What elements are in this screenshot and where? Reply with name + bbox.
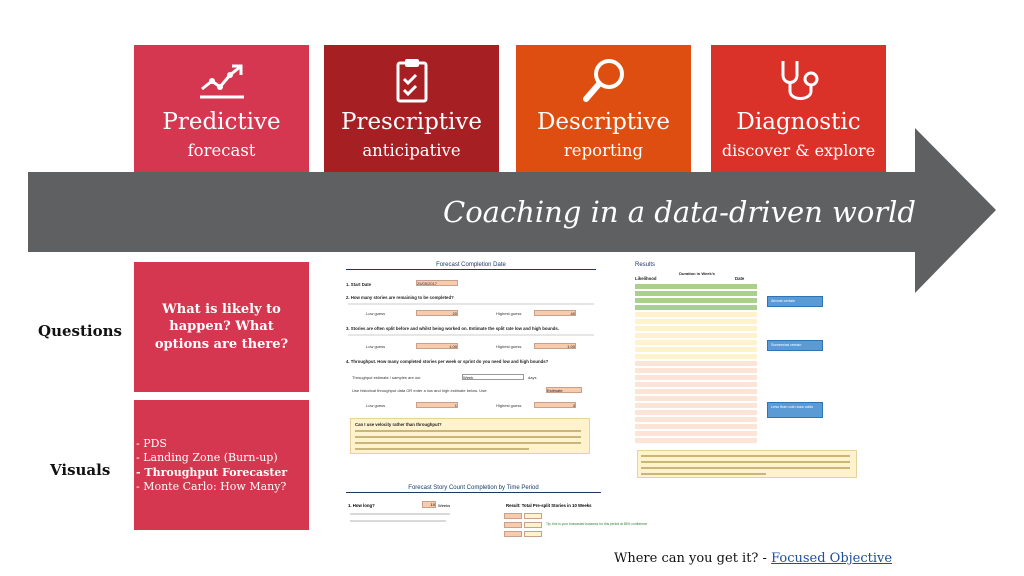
results-row: [635, 403, 757, 409]
estimate-mode: Estimate: [546, 387, 582, 393]
visual-item: - Throughput Forecaster: [136, 465, 288, 479]
results-row: [635, 424, 757, 430]
story-count-screenshot: [346, 485, 648, 545]
throughput-mode[interactable]: Week: [462, 374, 524, 380]
historical-label: Use historical throughput data OR enter a low and high estimate below. Use:: [352, 388, 488, 393]
highest-guess-label: Highest guess: [496, 403, 522, 408]
how-long-value: 10: [422, 501, 436, 508]
results-row: [635, 333, 757, 339]
footer-prefix: Where can you get it? -: [614, 551, 772, 566]
results-row: [635, 410, 757, 416]
results-row: [635, 431, 757, 437]
tile-subtitle: reporting: [563, 141, 644, 160]
result-label: Result: Total Pre-split Stories in 10 Weeks: [506, 503, 592, 508]
results-row: [635, 368, 757, 374]
focused-objective-link[interactable]: Focused Objective: [771, 551, 893, 566]
step-2: 2. How many stories are remaining to be completed?: [346, 295, 454, 300]
throughput-high-value: 3: [534, 402, 576, 408]
tile-subtitle: discover & explore: [721, 141, 876, 160]
results-row: [635, 354, 757, 360]
results-title: Results: [635, 262, 656, 268]
results-note: [637, 450, 857, 478]
visuals-box: [134, 400, 309, 530]
results-row: [635, 305, 757, 311]
visuals-label: Visuals: [50, 461, 111, 479]
low-guess-label: Low guess: [366, 344, 386, 349]
results-row: [635, 319, 757, 325]
callout-coin-toss: Less than coin-toss odds: [767, 402, 823, 418]
tile-title: Predictive: [162, 109, 281, 135]
results-row: [635, 382, 757, 388]
throughput-low-value: 1: [416, 402, 458, 408]
forecast-title: Forecast Completion Date: [346, 262, 596, 270]
throughput-label: Throughput estimate / samples are our: [352, 375, 421, 380]
results-row: [635, 326, 757, 332]
forecast-spreadsheet-screenshot: [346, 262, 596, 460]
col-duration: Duration in Week's: [679, 271, 715, 276]
results-row: [635, 291, 757, 297]
visual-item: - Monte Carlo: How Many?: [136, 479, 287, 493]
step-3: 3. Stories are often split before and whilst being worked on. Estimate the split rate low and high bounds.: [346, 326, 559, 331]
tile-title: Diagnostic: [736, 109, 861, 135]
low-guess-value: 20: [416, 310, 458, 316]
velocity-note-title: Can I use velocity rather than throughput?: [355, 422, 442, 427]
results-row: [635, 347, 757, 353]
questions-box: [134, 262, 309, 392]
results-screenshot: [635, 262, 860, 484]
confidence-note: Tip: this is your forecasted business for this period at 85% confidence: [546, 522, 648, 526]
low-guess-label: Low guess: [366, 403, 386, 408]
col-date: Date: [735, 276, 745, 281]
results-row: [635, 298, 757, 304]
footer: [614, 551, 892, 566]
split-high-value: 1.00: [534, 343, 576, 349]
tile-subtitle: forecast: [187, 141, 256, 160]
banner-text: Coaching in a data-driven world: [443, 195, 916, 229]
callout-somewhat-certain: Somewhat certain: [767, 340, 823, 351]
results-row: [635, 389, 757, 395]
highest-guess-label: Highest guess: [496, 311, 522, 316]
story-count-title: Forecast Story Count Completion by Time Period: [346, 485, 601, 493]
throughput-unit: days: [528, 375, 537, 380]
highest-guess-value: 40: [534, 310, 576, 316]
results-row: [635, 438, 757, 444]
velocity-note: [350, 418, 590, 454]
low-guess-label: Low guess: [366, 311, 386, 316]
questions-label: Questions: [38, 322, 122, 340]
visual-item: - Landing Zone (Burn-up): [136, 451, 278, 465]
col-likelihood: Likelihood: [635, 276, 657, 281]
results-row: [635, 284, 757, 290]
results-row: [635, 396, 757, 402]
start-date-label: 1. Start Date: [346, 282, 372, 287]
results-row: [635, 417, 757, 423]
visual-item: - PDS: [136, 437, 167, 450]
questions-text: What is likely to happen? What options are there?: [154, 301, 289, 352]
split-low-value: 1.00: [416, 343, 458, 349]
results-row: [635, 312, 757, 318]
callout-almost-certain: Almost certain: [767, 296, 823, 307]
tile-subtitle: anticipative: [362, 141, 461, 160]
results-row: [635, 375, 757, 381]
step-4: 4. Throughput. How many completed stories per week or sprint do you need low and high bounds?: [346, 359, 549, 364]
tile-title: Descriptive: [536, 109, 670, 135]
highest-guess-label: Highest guess: [496, 344, 522, 349]
how-long-label: 1. How long?: [348, 503, 375, 508]
tile-title: Prescriptive: [340, 109, 483, 135]
start-date-value: 25/05/2017: [416, 280, 458, 286]
results-row: [635, 361, 757, 367]
results-row: [635, 340, 757, 346]
how-long-unit: Weeks: [438, 503, 451, 508]
